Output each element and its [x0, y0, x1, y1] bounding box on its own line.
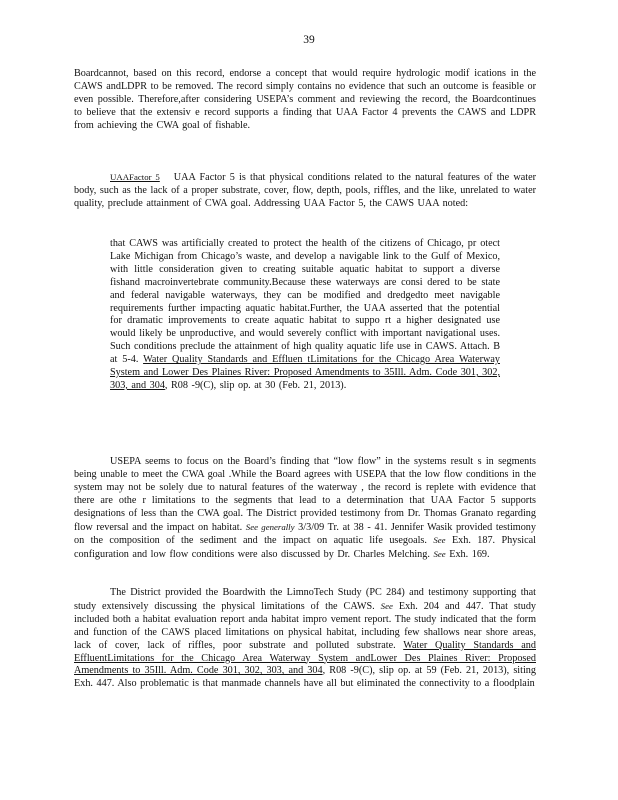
- paragraph-body: Exh. 187. Physical configuration and low flow conditions were also discussed by Dr. Charles Melching.: [74, 535, 537, 561]
- paragraph-body: 3/3/09 Tr. at 38 - 41. Jennifer Wasik provided testimony on the composition of the sediment and the impact on aquatic life usegoals.: [74, 521, 536, 547]
- paragraph-body: Exh. 204 and 447. That study included both a habitat evaluation report anda habitat impro vement report. The study indicated that the form and function of the CAWS placed limitations on physical habitat, including few shallows near shore areas, lack of cover, lack of riffles, poor substrate and polluted substrate.: [74, 600, 537, 651]
- paragraph-text: [74, 587, 536, 691]
- section-heading: UAAFactor 5: [110, 172, 160, 182]
- paragraph-body: USEPA seems to focus on the Board’s finding that “low flow” in the systems result s in segments being unable to meet the CWA goal .While the Board agrees with USEPA that the low flow conditions in the system may not be solely due to natural features of the waterway , the record is replete with evidence that there are othe r limitations to the segments that lead to a determination that UAA Factor 5 supports designations of less than the CWA goal. The District provided testimony from Dr. Thomas Granato regarding flow reversal and the impact on habitat.: [74, 456, 536, 533]
- paragraph-text: Boardcannot, based on this record, endorse a concept that would require hydrologic modif ications in the CAWS andLDPR to be removed. The record simply contains no evidence that such an outcome is feasible or even possible. Therefore,after considering USEPA’s comment and reviewing the record, the Boardcontinues to believe that the extensiv e record supports a finding that UAA Factor 4 prevents the CAWS and LDPR from achieving the CWA goal of fishable.: [74, 68, 536, 131]
- paragraph-usepa-low-flow: [74, 456, 536, 562]
- paragraph-text: [74, 456, 536, 562]
- paragraph-body: UAA Factor 5 is that physical conditions related to the natural features of the water body, such as the lack of a proper substrate, cover, flow, depth, pools, riffles, and the like, unrelated to water quality, preclude attainment of CWA goal. Addressing UAA Factor 5, the CAWS UAA noted:: [74, 172, 536, 209]
- citation-signal: See generally: [245, 521, 295, 532]
- case-citation-details: , R08 -9(C), slip op. at 30 (Feb. 21, 2013).: [164, 379, 347, 391]
- quote-text: [110, 238, 500, 393]
- paragraph-limnotech-study: [74, 587, 536, 691]
- paragraph-body: Exh. 169.: [445, 549, 490, 561]
- citation-signal: See: [433, 549, 446, 560]
- paragraph-body: , R08 -9(C), slip op. at 59 (Feb. 21, 2013), siting Exh. 447. Also problematic is that manmade channels have all but eliminated the connectivity to a floodplain: [74, 665, 536, 690]
- citation-signal: See: [433, 535, 446, 546]
- paragraph-body: The District provided the Boardwith the LimnoTech Study (PC 284) and testimony supporting that study extensively discussing the physical limitations of the CAWS.: [74, 587, 536, 612]
- quote-body: that CAWS was artificially created to protect the health of the citizens of Chicago, pr otect Lake Michigan from Chicago’s waste, and develop a navigable link to the Gulf of Mexico, with little consideration given to creating suitable aquatic habitat to support a diverse fishand macroinvertebrate community.Because these waterways are consi dered to be state and federal navigable waterways, they can be modified and dredgedto meet navigable requirements further impacting aquatic habitat.Further, the UAA asserted that the potential for dramatic improvements to create aquatic habitat to suppo rt a higher designated use would likely be unproductive, and would severely conflict with important navigational uses. Such conditions preclude the attainment of high quality aquatic life use in CAWS. Attach. B at 5-4.: [110, 238, 500, 366]
- citation-signal: See: [380, 600, 393, 611]
- paragraph-uaa-factor-4-conclusion: [74, 68, 536, 133]
- case-citation-title: Water Quality Standards and EffluentLimitations for the Chicago Area Waterway System andLower Des Plaines River: Proposed Amendments to 35Ill. Adm. Code 301, 302, 303, and 304: [74, 639, 536, 677]
- block-quote: [110, 238, 500, 393]
- paragraph-text: [74, 171, 536, 211]
- page-number: 39: [303, 34, 315, 46]
- paragraph-uaa-factor-5-intro: [74, 171, 536, 211]
- case-citation-title: Water Quality Standards and Effluen tLimitations for the Chicago Area Waterway System and Lower Des Plaines River: Proposed Amendments to 35Ill. Adm. Code 301, 302, 303, and 304: [110, 354, 500, 391]
